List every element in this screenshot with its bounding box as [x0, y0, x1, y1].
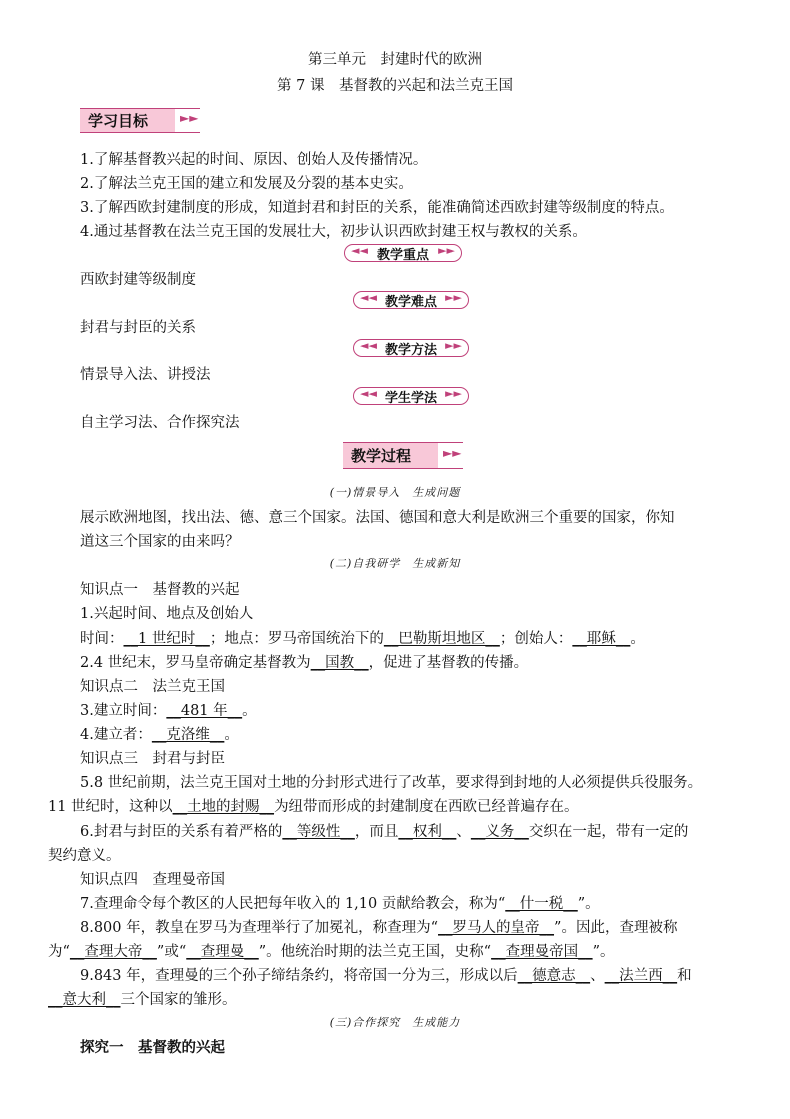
chevron-right-icon: ►►	[445, 291, 462, 304]
text: 和	[677, 968, 692, 984]
difficulty-badge	[353, 291, 469, 309]
knowledge-point-heading: 知识点四 查理曼帝国	[80, 872, 225, 888]
answer: __查理大帝__	[69, 944, 157, 960]
answer: __等级性__	[282, 824, 355, 840]
question-line	[80, 723, 239, 744]
chevron-right-icon: ►►	[443, 446, 462, 460]
text: 。	[630, 631, 645, 647]
unit-title: 第三单元 封建时代的欧洲	[308, 52, 482, 68]
answer: __国教__	[310, 655, 369, 671]
text: 6.封君与封臣的关系有着严格的	[80, 824, 283, 840]
chevron-left-icon: ◄◄	[351, 244, 368, 257]
question-line	[80, 699, 257, 720]
text: 4.建立者：	[80, 727, 152, 743]
section-heading: (三)合作探究 生成能力	[329, 1016, 461, 1029]
goal-item: 4.通过基督教在法兰克王国的发展壮大，初步认识西欧封建王权与教权的关系。	[80, 224, 587, 240]
chevron-right-icon: ►►	[438, 244, 455, 257]
text: 、	[456, 824, 471, 840]
question-line	[80, 964, 692, 985]
answer: __巴勒斯坦地区__	[383, 631, 500, 647]
section-heading: (二)自我研学 生成新知	[329, 557, 461, 570]
chevron-left-icon: ◄◄	[360, 387, 377, 400]
question-line	[48, 795, 579, 816]
text: ，促进了基督教的传播。	[368, 655, 529, 671]
chevron-right-icon: ►►	[180, 111, 199, 125]
key-points-label: 教学重点	[376, 248, 429, 263]
text: ，而且	[354, 824, 399, 840]
text: 。	[242, 703, 257, 719]
text: ”。因此，查理被称	[554, 920, 678, 936]
question-line	[48, 940, 615, 961]
text: 时间：	[80, 631, 124, 647]
method-label: 教学方法	[384, 343, 437, 358]
knowledge-point-heading: 知识点二 法兰克王国	[80, 679, 225, 695]
section-heading: (一)情景导入 生成问题	[329, 486, 461, 499]
text: 9.843 年，查理曼的三个孙子缔结条约，将帝国一分为三，形成以后	[80, 968, 518, 984]
question-line: 1.兴起时间、地点及创始人	[80, 606, 254, 622]
text: 3.建立时间：	[80, 703, 167, 719]
process-badge-label: 教学过程	[351, 447, 412, 465]
text: ”。	[592, 944, 615, 960]
chevron-left-icon: ◄◄	[360, 339, 377, 352]
question-line	[80, 627, 645, 648]
knowledge-point-heading: 知识点一 基督教的兴起	[80, 582, 240, 598]
answer: __法兰西__	[604, 968, 678, 984]
answer: __克洛维__	[151, 727, 225, 743]
text: 、	[590, 968, 605, 984]
text: 7.查理命令每个教区的人民把每年收入的 1,10 贡献给教会，称为“	[80, 896, 506, 912]
paragraph-line: 展示欧洲地图，找出法、德、意三个国家。法国、德国和意大利是欧洲三个重要的国家，你知	[80, 510, 675, 526]
chevron-right-icon: ►►	[445, 387, 462, 400]
chevron-right-icon: ►►	[445, 339, 462, 352]
method-badge	[353, 339, 469, 357]
text: 为纽带而形成的封建制度在西欧已经普遍存在。	[274, 799, 579, 815]
text: 11 世纪时，这种以	[48, 799, 173, 815]
answer: __什一税__	[505, 896, 578, 912]
answer: __权利__	[398, 824, 457, 840]
explore-heading: 探究一 基督教的兴起	[80, 1039, 225, 1056]
answer: __481 年__	[166, 703, 243, 719]
text: ”。他统治时期的法兰克王国，史称“	[258, 944, 492, 960]
lesson-title: 第 7 课 基督教的兴起和法兰克王国	[277, 78, 513, 94]
answer: __义务__	[470, 824, 529, 840]
study-label: 学生学法	[384, 391, 437, 406]
question-line	[48, 988, 237, 1009]
question-line	[80, 916, 677, 937]
goal-item: 1.了解基督教兴起的时间、原因、创始人及传播情况。	[80, 152, 428, 168]
question-line: 5.8 世纪前期，法兰克王国对土地的分封形式进行了改革，要求得到封地的人必须提供兵役服务。	[80, 775, 703, 791]
method-text: 情景导入法、讲授法	[80, 367, 211, 383]
answer: __耶稣__	[572, 631, 631, 647]
text: ”或“	[156, 944, 187, 960]
key-points-text: 西欧封建等级制度	[80, 272, 196, 288]
study-text: 自主学习法、合作探究法	[80, 415, 240, 431]
knowledge-point-heading: 知识点三 封君与封臣	[80, 751, 225, 767]
study-badge	[353, 387, 469, 405]
answer: __意大利__	[48, 992, 121, 1008]
goals-badge	[80, 108, 200, 132]
chevron-left-icon: ◄◄	[360, 291, 377, 304]
process-badge	[343, 442, 463, 468]
goal-item: 2.了解法兰克王国的建立和发展及分裂的基本史实。	[80, 176, 413, 192]
answer: __土地的封赐__	[172, 799, 275, 815]
text: 交织在一起，带有一定的	[528, 824, 689, 840]
question-line	[80, 892, 600, 913]
goal-item: 3.了解西欧封建制度的形成，知道封君和封臣的关系，能准确简述西欧封建等级制度的特点。	[80, 200, 674, 216]
difficulty-label: 教学难点	[384, 295, 437, 310]
question-line	[80, 820, 688, 841]
answer: __罗马人的皇帝__	[438, 920, 555, 936]
question-line	[80, 651, 528, 672]
text: 三个国家的雏形。	[120, 992, 237, 1008]
answer: __德意志__	[517, 968, 591, 984]
answer: __查理曼__	[186, 944, 259, 960]
key-points-badge	[344, 244, 462, 262]
paragraph-line: 道这三个国家的由来吗？	[80, 534, 240, 550]
text: ”。	[577, 896, 600, 912]
difficulty-text: 封君与封臣的关系	[80, 320, 196, 336]
text: 2.4 世纪末，罗马皇帝确定基督教为	[80, 655, 311, 671]
text: 。	[224, 727, 239, 743]
text: 为“	[48, 944, 70, 960]
text: 8.800 年，教皇在罗马为查理举行了加冕礼，称查理为“	[80, 920, 439, 936]
answer: __1 世纪时__	[123, 631, 210, 647]
goals-badge-label: 学习目标	[88, 112, 149, 130]
text: ；地点：罗马帝国统治下的	[209, 631, 384, 647]
question-line: 契约意义。	[48, 848, 121, 864]
answer: __查理曼帝国__	[491, 944, 593, 960]
text: ；创始人：	[499, 631, 573, 647]
